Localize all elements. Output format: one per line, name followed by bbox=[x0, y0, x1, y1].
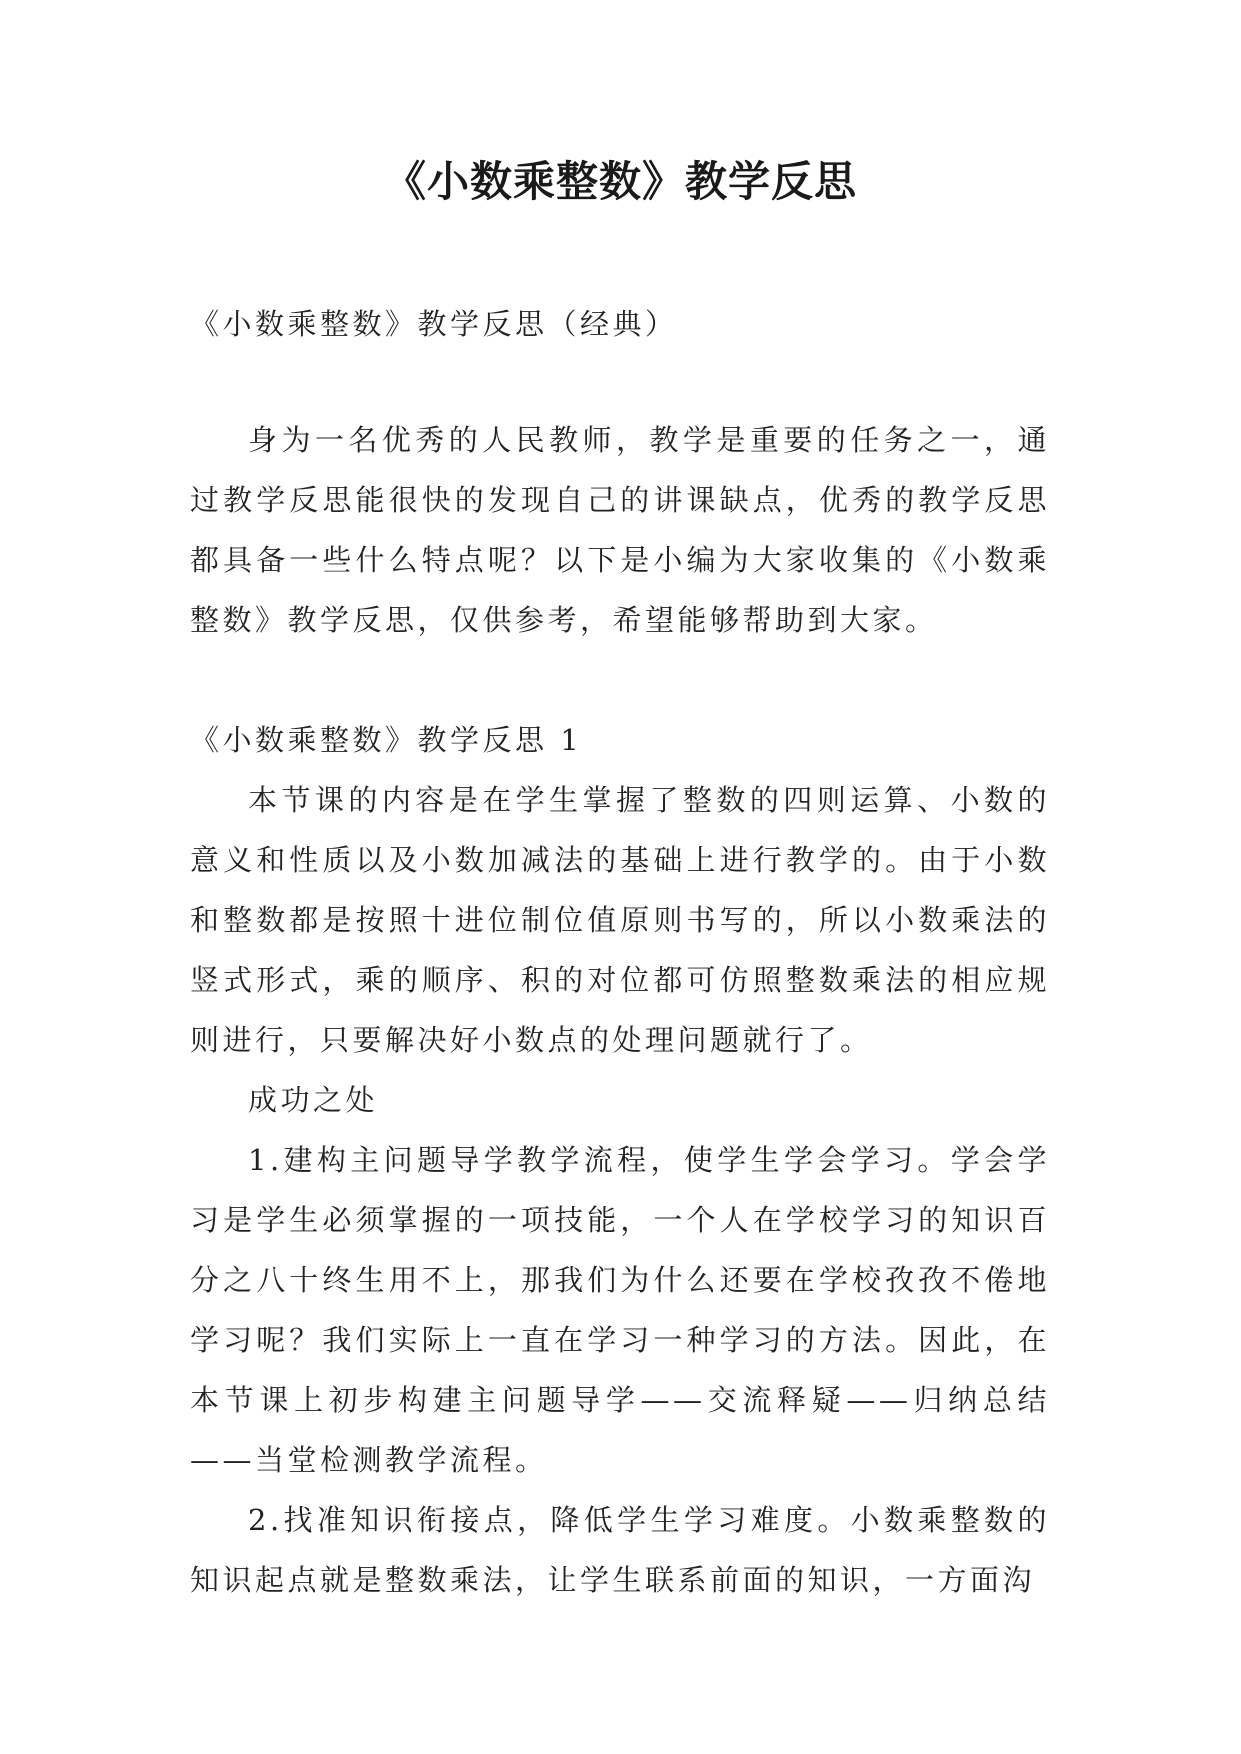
document-subtitle: 《小数乘整数》教学反思（经典） bbox=[190, 307, 678, 341]
intro-paragraph: 身为一名优秀的人民教师，教学是重要的任务之一，通过教学反思能很快的发现自己的讲课缺点，优秀的教学反思都具备一些什么特点呢？以下是小编为大家收集的《小数乘整数》教学反思，仅供参考，希望能够帮助到大家。 bbox=[190, 423, 1050, 637]
subsection-heading: 成功之处 bbox=[248, 1083, 379, 1117]
body-paragraph: 2.找准知识衔接点，降低学生学习难度。小数乘整数的知识起点就是整数乘法，让学生联系前面的知识，一方面沟 bbox=[190, 1503, 1050, 1597]
page-title: 《小数乘整数》教学反思 bbox=[383, 157, 857, 206]
body-paragraph: 1.建构主问题导学教学流程，使学生学会学习。学会学习是学生必须掌握的一项技能，一个人在学校学习的知识百分之八十终生用不上，那我们为什么还要在学校孜孜不倦地学习呢？我们实际上一直在学习一种学习的方法。因此，在本节课上初步构建主问题导学——交流释疑——归纳总结——当堂检测教学流程。 bbox=[190, 1143, 1050, 1477]
section-heading: 《小数乘整数》教学反思 1 bbox=[190, 723, 583, 757]
document-body bbox=[190, 294, 1050, 1610]
body-paragraph: 本节课的内容是在学生掌握了整数的四则运算、小数的意义和性质以及小数加减法的基础上进行教学的。由于小数和整数都是按照十进位制位值原则书写的，所以小数乘法的竖式形式，乘的顺序、积的对位都可仿照整数乘法的相应规则进行，只要解决好小数点的处理问题就行了。 bbox=[190, 783, 1050, 1057]
